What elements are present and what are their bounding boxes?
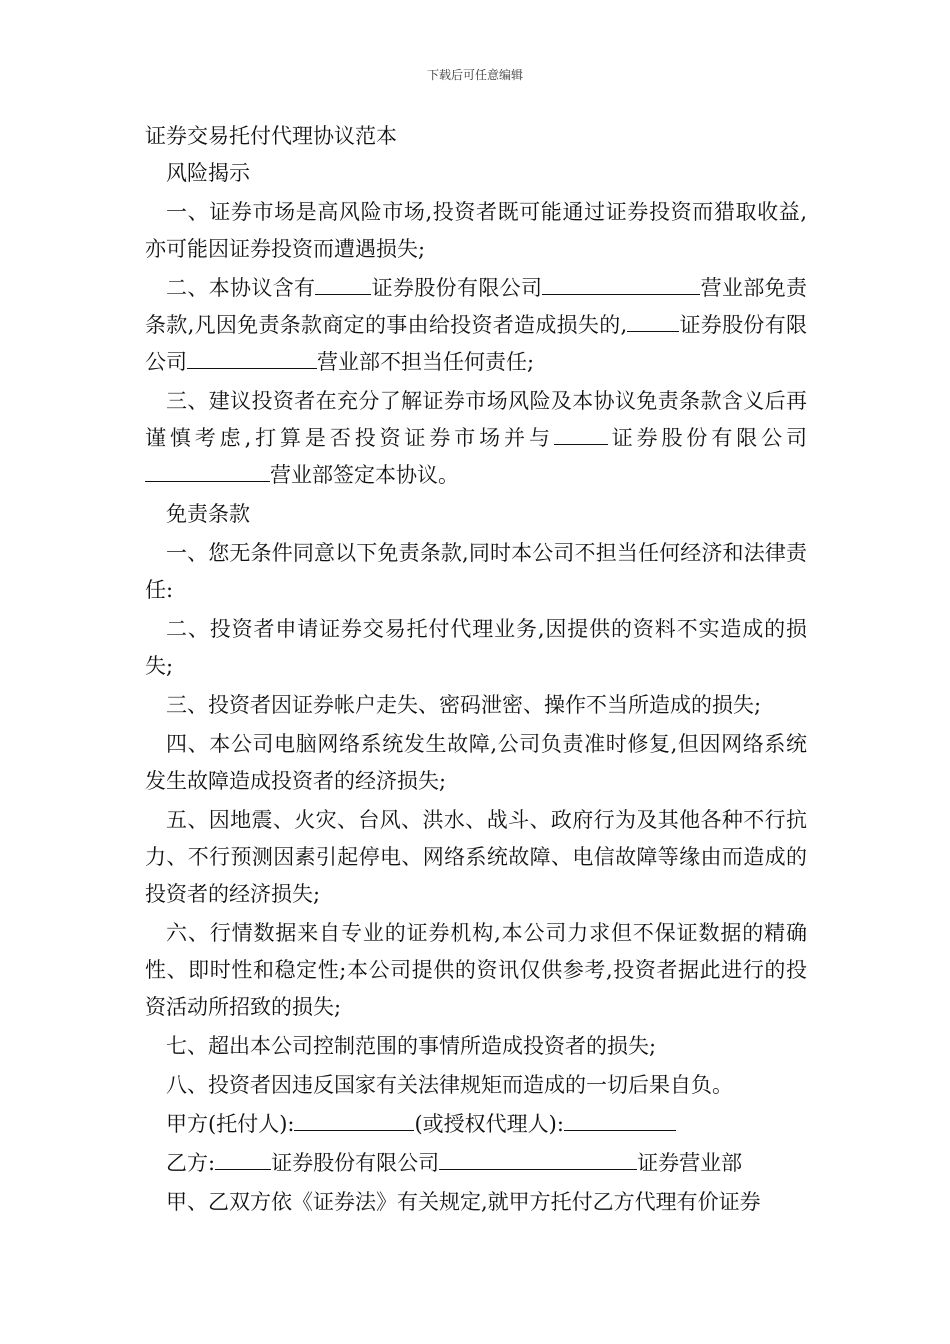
blank-agent-name xyxy=(564,1108,676,1131)
party-b-label: 乙方: xyxy=(166,1151,216,1175)
risk-clause-3 xyxy=(145,383,807,494)
risk-2-text-d: 证券股份有限公司 xyxy=(145,313,807,374)
party-b-line xyxy=(145,1145,807,1182)
section-heading-disclaimer: 免责条款 xyxy=(166,502,250,526)
blank-branch-name xyxy=(439,1147,637,1170)
risk-2-text-c: 营业部免责条款,凡因免责条款商定的事由给投资者造成损失的, xyxy=(145,276,808,337)
risk-2-text-a: 二、本协议含有 xyxy=(166,276,316,300)
risk-clause-2 xyxy=(145,270,807,381)
blank-company-name xyxy=(554,422,608,445)
disclaimer-clause-8: 八、投资者因违反国家有关法律规矩而造成的一切后果自负。 xyxy=(166,1073,733,1097)
blank-branch-name xyxy=(187,346,317,369)
party-a-line xyxy=(145,1106,807,1143)
risk-2-text-b: 证券股份有限公司 xyxy=(371,276,543,300)
disclaimer-clause-6: 六、行情数据来自专业的证券机构,本公司力求但不保证数据的精确性、即时性和稳定性;本公司提供的资讯仅供参考,投资者据此进行的投资活动所招致的损失; xyxy=(145,921,807,1019)
blank-company-name xyxy=(215,1147,271,1170)
risk-3-text-c: 营业部签定本协议。 xyxy=(270,463,459,487)
disclaimer-clause-5: 五、因地震、火灾、台风、洪水、战斗、政府行为及其他各种不行抗力、不行预测因素引起停电、网络系统故障、电信故障等缘由而造成的投资者的经济损失; xyxy=(145,808,807,906)
blank-branch-name xyxy=(542,272,700,295)
blank-company-name xyxy=(315,272,371,295)
document-title: 证券交易托付代理协议范本 xyxy=(145,124,397,148)
risk-2-text-e: 营业部不担当任何责任; xyxy=(317,350,535,374)
risk-3-text-b: 证券股份有限公司 xyxy=(607,426,807,450)
disclaimer-clause-3: 三、投资者因证券帐户走失、密码泄密、操作不当所造成的损失; xyxy=(166,693,762,717)
section-heading-risk: 风险揭示 xyxy=(166,161,250,185)
blank-branch-name xyxy=(145,459,270,482)
blank-company-name xyxy=(627,309,679,332)
disclaimer-clause-7: 七、超出本公司控制范围的事情所造成投资者的损失; xyxy=(166,1034,657,1058)
disclaimer-clause-1: 一、您无条件同意以下免责条款,同时本公司不担当任何经济和法律责任: xyxy=(145,541,807,602)
risk-clause-1: 一、证券市场是高风险市场,投资者既可能通过证券投资而猎取收益,亦可能因证券投资而遭遇损失; xyxy=(145,200,807,261)
party-a-agent-label: (或授权代理人): xyxy=(414,1112,564,1136)
party-a-label: 甲方(托付人): xyxy=(166,1112,295,1136)
risk-3-text-a: 三、建议投资者在充分了解证券市场风险及本协议免责条款含义后再谨慎考虑,打算是否投资证券市场并与 xyxy=(145,389,807,450)
disclaimer-clause-2: 二、投资者申请证券交易托付代理业务,因提供的资料不实造成的损失; xyxy=(145,617,807,678)
blank-party-a-name xyxy=(294,1108,414,1131)
party-b-company: 证券股份有限公司 xyxy=(271,1151,440,1175)
closing-paragraph: 甲、乙双方依《证券法》有关规定,就甲方托付乙方代理有价证券 xyxy=(166,1190,761,1214)
document-body xyxy=(145,118,807,1221)
party-b-branch: 证券营业部 xyxy=(637,1151,743,1175)
disclaimer-clause-4: 四、本公司电脑网络系统发生故障,公司负责准时修复,但因网络系统发生故障造成投资者的经济损失; xyxy=(145,732,807,793)
page-header-note: 下载后可任意编辑 xyxy=(426,68,523,82)
